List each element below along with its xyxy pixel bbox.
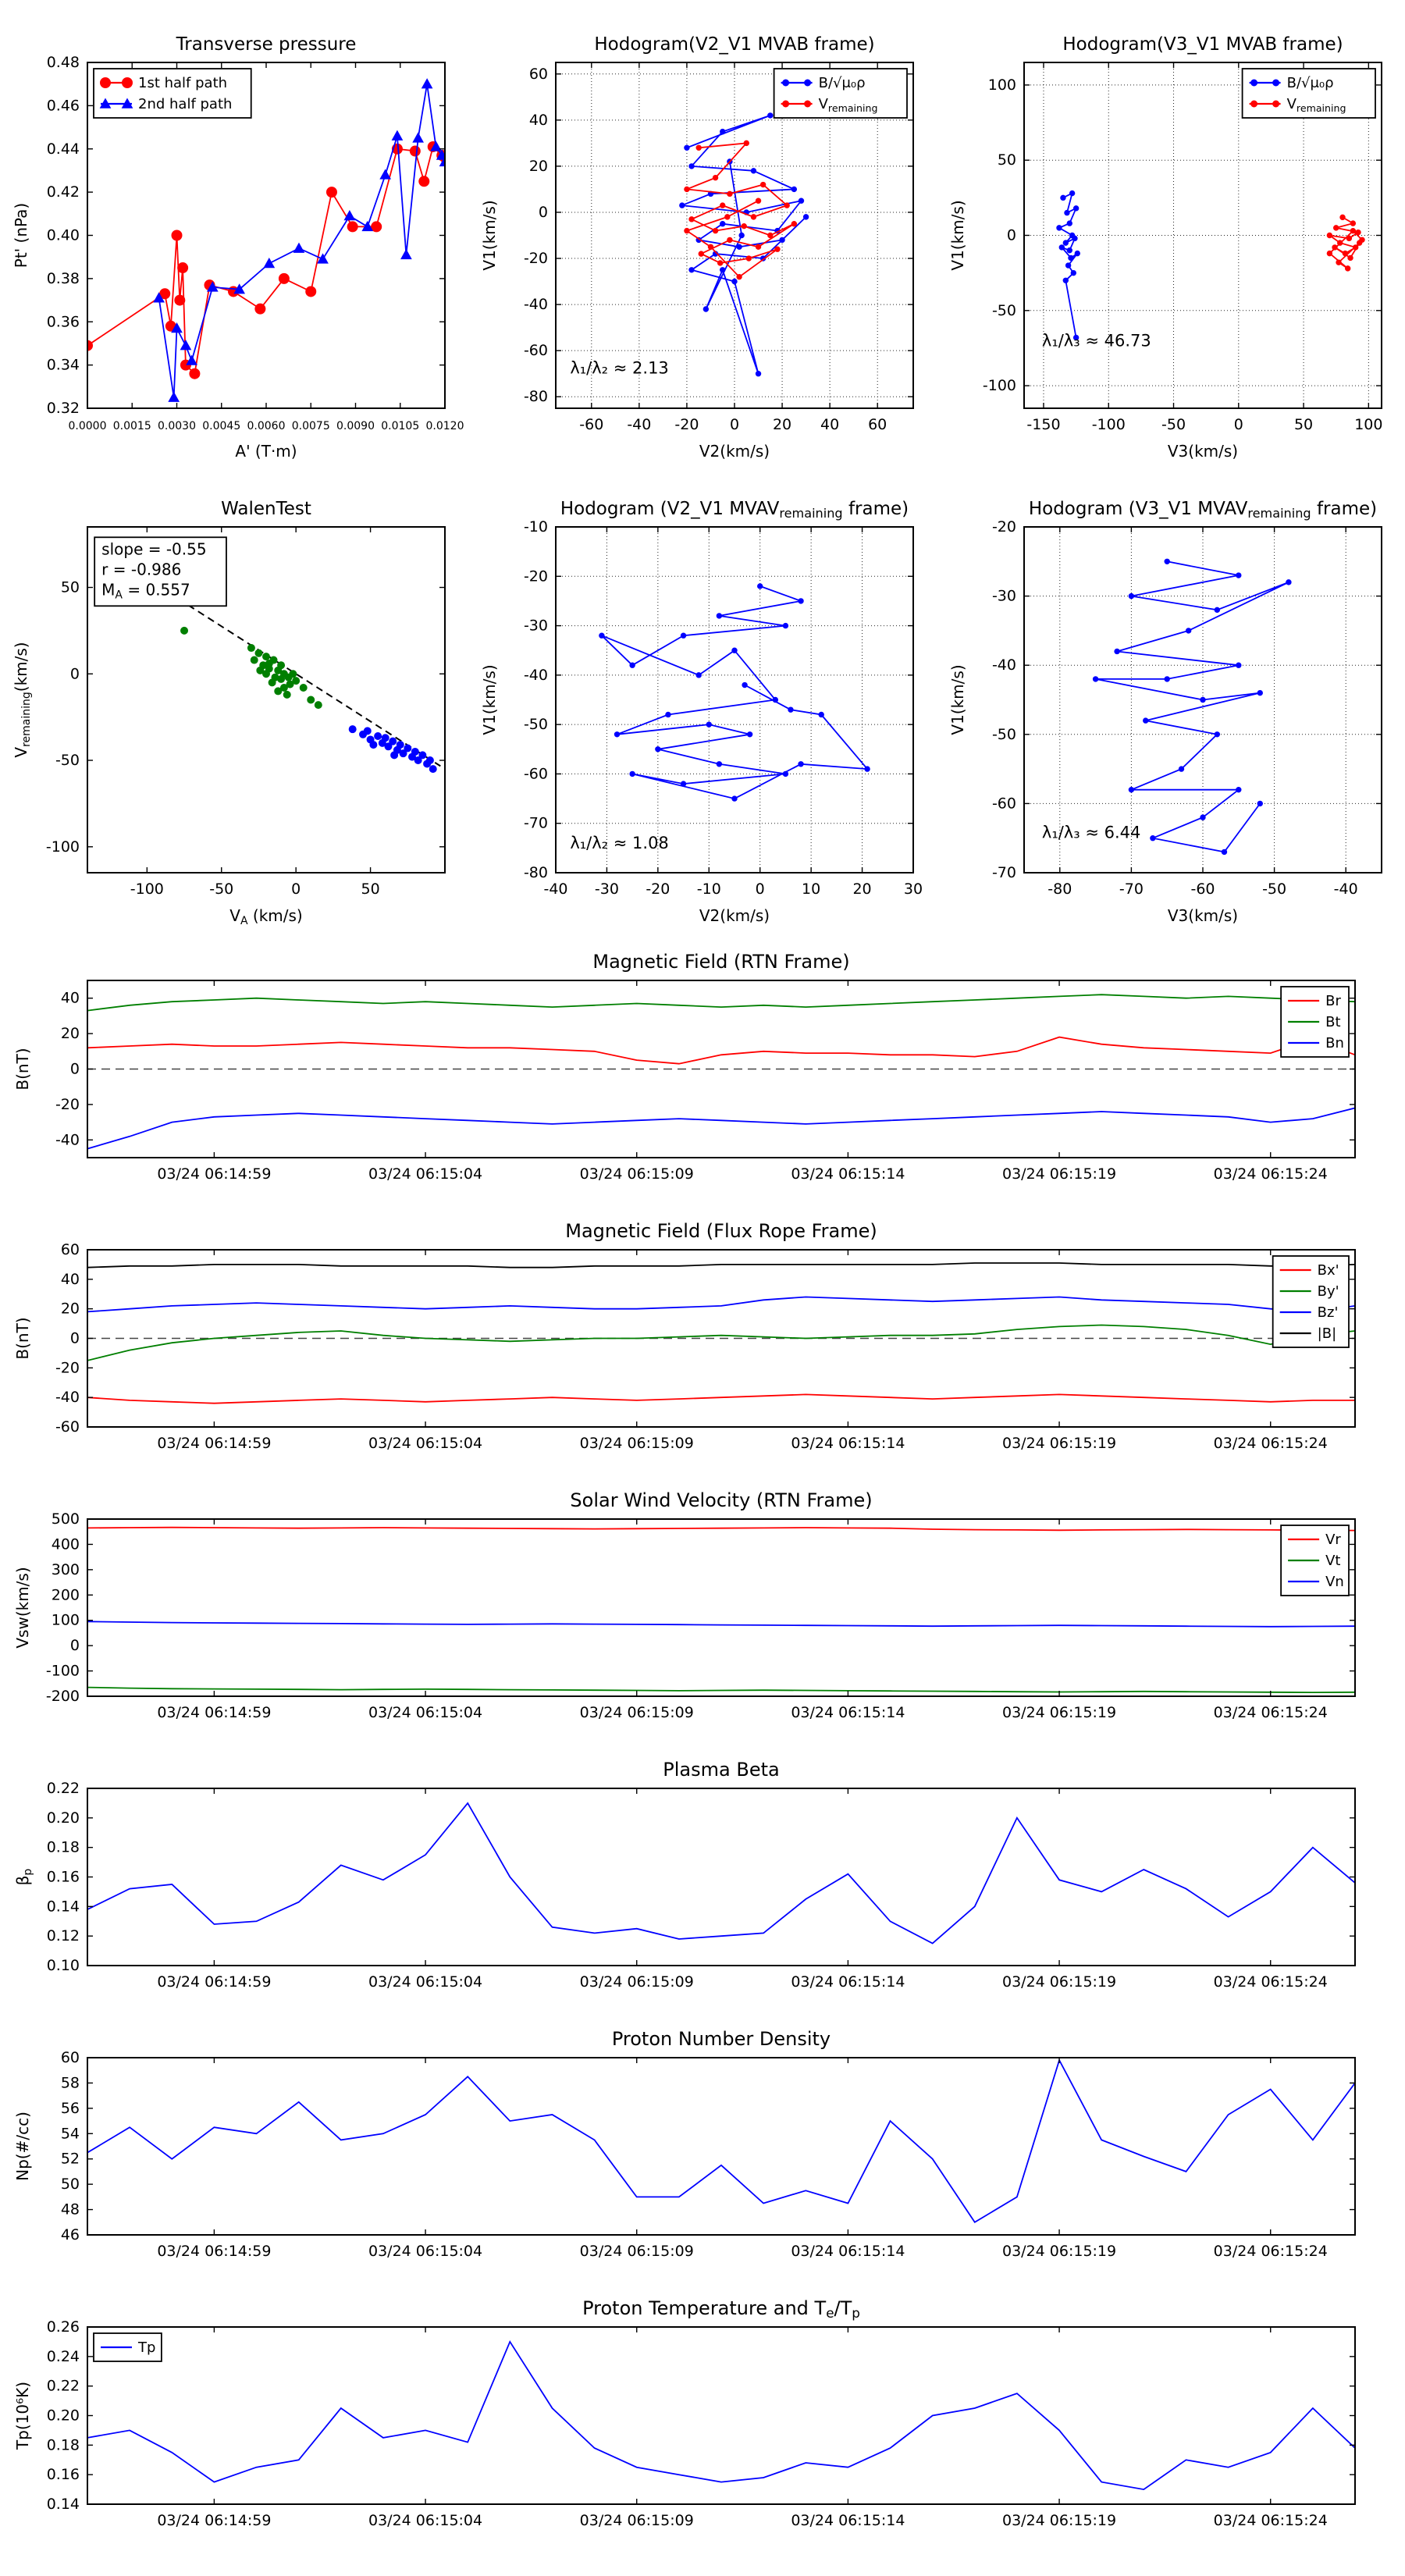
svg-text:Vt: Vt bbox=[1325, 1553, 1341, 1569]
svg-text:0: 0 bbox=[729, 416, 740, 433]
svg-text:03/24 06:15:04: 03/24 06:15:04 bbox=[368, 1973, 483, 1991]
svg-text:Hodogram (V2_V1 MVAVremaining: Hodogram (V2_V1 MVAVremaining frame) bbox=[560, 499, 909, 521]
svg-text:Br: Br bbox=[1325, 993, 1341, 1009]
svg-text:0.18: 0.18 bbox=[46, 2436, 80, 2454]
svg-text:-60: -60 bbox=[523, 342, 548, 360]
svg-text:20: 20 bbox=[60, 1025, 80, 1043]
svg-text:Proton Temperature and Te/Tp: Proton Temperature and Te/Tp bbox=[582, 2297, 860, 2321]
svg-text:03/24 06:15:19: 03/24 06:15:19 bbox=[1001, 1973, 1117, 1991]
svg-text:-30: -30 bbox=[991, 587, 1016, 605]
svg-text:0.34: 0.34 bbox=[46, 356, 80, 374]
svg-text:0: 0 bbox=[69, 665, 80, 683]
svg-text:03/24 06:15:09: 03/24 06:15:09 bbox=[579, 1165, 694, 1183]
svg-text:50: 50 bbox=[60, 578, 80, 596]
svg-text:03/24 06:15:04: 03/24 06:15:04 bbox=[368, 1704, 483, 1721]
svg-text:Solar Wind Velocity (RTN Frame: Solar Wind Velocity (RTN Frame) bbox=[570, 1489, 873, 1511]
svg-text:03/24 06:15:04: 03/24 06:15:04 bbox=[368, 1435, 483, 1452]
svg-text:Vremaining(km/s): $V_{remaining}(km/s)$ bbox=[12, 642, 33, 758]
svg-text:03/24 06:15:14: 03/24 06:15:14 bbox=[791, 1165, 905, 1183]
svg-text:-40: -40 bbox=[55, 1389, 80, 1407]
svg-text:50: 50 bbox=[997, 151, 1016, 169]
svg-text:03/24 06:15:09: 03/24 06:15:09 bbox=[579, 1704, 694, 1721]
svg-text:03/24 06:14:59: 03/24 06:14:59 bbox=[157, 2243, 272, 2260]
svg-text:200: 200 bbox=[51, 1586, 80, 1604]
svg-text:0.22: 0.22 bbox=[46, 2377, 80, 2395]
svg-text:-100: -100 bbox=[1091, 416, 1126, 433]
magnetic-field-flux-rope-panel bbox=[0, 1212, 1405, 1482]
svg-text:0.10: 0.10 bbox=[46, 1957, 80, 1974]
svg-text:V2(km/s): V2(km/s) bbox=[699, 906, 770, 925]
svg-text:03/24 06:15:19: 03/24 06:15:19 bbox=[1001, 1165, 1117, 1183]
svg-text:-50: -50 bbox=[991, 301, 1016, 319]
svg-text:30: 30 bbox=[903, 881, 923, 898]
svg-text:03/24 06:15:24: 03/24 06:15:24 bbox=[1213, 1973, 1328, 1991]
svg-text:-20: -20 bbox=[55, 1095, 80, 1113]
svg-text:Magnetic Field (RTN Frame): Magnetic Field (RTN Frame) bbox=[592, 951, 850, 973]
svg-text:-40: -40 bbox=[991, 656, 1016, 674]
svg-text:0.0000: 0.0000 bbox=[68, 420, 107, 432]
svg-text:0.38: 0.38 bbox=[46, 269, 80, 287]
svg-text:-50: -50 bbox=[1161, 416, 1186, 433]
hodogram-v3v1-mvav-canvas bbox=[937, 479, 1405, 943]
svg-text:0.32: 0.32 bbox=[46, 400, 80, 417]
svg-text:03/24 06:15:09: 03/24 06:15:09 bbox=[579, 2243, 694, 2260]
svg-text:Hodogram(V2_V1 MVAB frame): Hodogram(V2_V1 MVAB frame) bbox=[594, 34, 875, 55]
svg-text:03/24 06:15:24: 03/24 06:15:24 bbox=[1213, 2512, 1328, 2529]
svg-text:03/24 06:14:59: 03/24 06:14:59 bbox=[157, 1165, 272, 1183]
hodogram-v3v1-mvav-chart bbox=[937, 479, 1405, 943]
svg-text:52: 52 bbox=[60, 2150, 80, 2168]
svg-text:-50: -50 bbox=[1262, 881, 1287, 898]
svg-text:03/24 06:15:24: 03/24 06:15:24 bbox=[1213, 2243, 1328, 2260]
svg-text:-70: -70 bbox=[523, 814, 548, 832]
svg-text:-20: -20 bbox=[55, 1359, 80, 1377]
svg-text:03/24 06:15:14: 03/24 06:15:14 bbox=[791, 1973, 905, 1991]
svg-text:-60: -60 bbox=[523, 765, 548, 783]
svg-text:-20: -20 bbox=[523, 568, 548, 585]
second-plot-row bbox=[0, 479, 1405, 943]
svg-text:0.46: 0.46 bbox=[46, 97, 80, 115]
svg-text:Hodogram (V3_V1 MVAVremaining: Hodogram (V3_V1 MVAVremaining frame) bbox=[1028, 499, 1378, 521]
hodogram-v2v1-mvav-canvas bbox=[468, 479, 937, 943]
svg-text:03/24 06:15:14: 03/24 06:15:14 bbox=[791, 1435, 905, 1452]
svg-text:-30: -30 bbox=[523, 617, 548, 635]
svg-text:03/24 06:15:24: 03/24 06:15:24 bbox=[1213, 1165, 1328, 1183]
transverse-pressure-chart bbox=[0, 14, 468, 479]
svg-text:46: 46 bbox=[60, 2226, 80, 2243]
hodogram-v3v1-mvab-canvas bbox=[937, 14, 1405, 479]
svg-text:-40: -40 bbox=[627, 416, 652, 433]
svg-text:03/24 06:15:24: 03/24 06:15:24 bbox=[1213, 1435, 1328, 1452]
svg-text:|B|: |B| bbox=[1317, 1325, 1337, 1342]
svg-text:10: 10 bbox=[802, 881, 821, 898]
svg-text:-60: -60 bbox=[55, 1418, 80, 1436]
svg-text:03/24 06:15:04: 03/24 06:15:04 bbox=[368, 2512, 483, 2529]
svg-text:40: 40 bbox=[60, 1270, 80, 1288]
svg-text:Pt' (nPa): Pt' (nPa) bbox=[12, 202, 30, 269]
walen-test-chart bbox=[0, 479, 468, 943]
svg-text:λ₁/λ₂ ≈ 2.13: λ₁/λ₂ ≈ 2.13 bbox=[570, 358, 669, 378]
svg-text:Vsw(km/s): Vsw(km/s) bbox=[13, 1567, 32, 1649]
svg-text:V1(km/s): V1(km/s) bbox=[948, 664, 967, 735]
svg-text:0: 0 bbox=[69, 1060, 80, 1078]
svg-text:-50: -50 bbox=[209, 881, 234, 898]
svg-text:60: 60 bbox=[60, 2049, 80, 2066]
svg-text:0.14: 0.14 bbox=[46, 1898, 80, 1916]
walen-test-canvas bbox=[0, 479, 468, 943]
svg-text:Tp: Tp bbox=[138, 2339, 156, 2356]
svg-text:Plasma Beta: Plasma Beta bbox=[663, 1759, 780, 1781]
svg-text:Proton Number Density: Proton Number Density bbox=[611, 2028, 831, 2050]
svg-text:03/24 06:15:19: 03/24 06:15:19 bbox=[1001, 2512, 1117, 2529]
svg-text:-10: -10 bbox=[523, 518, 548, 535]
svg-text:0.0030: 0.0030 bbox=[158, 420, 196, 432]
svg-text:0: 0 bbox=[1006, 226, 1016, 244]
svg-text:-40: -40 bbox=[523, 296, 548, 314]
svg-text:20: 20 bbox=[60, 1300, 80, 1318]
svg-text:0: 0 bbox=[755, 881, 765, 898]
svg-text:r = -0.986: r = -0.986 bbox=[101, 560, 182, 579]
svg-text:300: 300 bbox=[51, 1560, 80, 1578]
svg-text:λ₁/λ₃ ≈ 6.44: λ₁/λ₃ ≈ 6.44 bbox=[1041, 823, 1141, 842]
svg-text:03/24 06:15:14: 03/24 06:15:14 bbox=[791, 1704, 905, 1721]
svg-text:60: 60 bbox=[528, 65, 548, 83]
svg-text:-20: -20 bbox=[646, 881, 670, 898]
svg-text:VA (km/s): $V_A$ (km/s) bbox=[229, 906, 303, 927]
svg-text:-20: -20 bbox=[991, 518, 1016, 535]
svg-text:-70: -70 bbox=[1119, 881, 1144, 898]
svg-text:B/√μ₀ρ: B/√μ₀ρ bbox=[818, 75, 866, 91]
svg-text:0.14: 0.14 bbox=[46, 2496, 80, 2513]
svg-text:20: 20 bbox=[772, 416, 792, 433]
svg-text:A' (T·m): A' (T·m) bbox=[235, 442, 297, 461]
svg-text:100: 100 bbox=[51, 1611, 80, 1629]
svg-text:-80: -80 bbox=[1048, 881, 1072, 898]
svg-text:-20: -20 bbox=[523, 250, 548, 268]
svg-text:-80: -80 bbox=[523, 864, 548, 881]
svg-text:V2(km/s): V2(km/s) bbox=[699, 442, 770, 461]
svg-text:-80: -80 bbox=[523, 388, 548, 406]
svg-text:0.18: 0.18 bbox=[46, 1838, 80, 1856]
svg-text:0.16: 0.16 bbox=[46, 1868, 80, 1886]
svg-text:By': By' bbox=[1317, 1283, 1339, 1300]
svg-text:-40: -40 bbox=[55, 1131, 80, 1149]
svg-text:Vr: Vr bbox=[1325, 1532, 1341, 1548]
svg-text:-100: -100 bbox=[130, 881, 164, 898]
svg-text:60: 60 bbox=[60, 1241, 80, 1258]
hodogram-v2v1-mvav-chart bbox=[468, 479, 937, 943]
svg-text:400: 400 bbox=[51, 1535, 80, 1553]
svg-text:-100: -100 bbox=[45, 838, 80, 856]
svg-text:2nd half path: 2nd half path bbox=[138, 96, 233, 112]
svg-text:60: 60 bbox=[868, 416, 887, 433]
hodogram-v2v1-mvab-chart bbox=[468, 14, 937, 479]
svg-text:B(nT): B(nT) bbox=[13, 1317, 32, 1360]
transverse-pressure-canvas bbox=[0, 14, 468, 479]
svg-text:0.24: 0.24 bbox=[46, 2347, 80, 2365]
svg-text:0.0090: 0.0090 bbox=[336, 420, 375, 432]
svg-text:03/24 06:15:09: 03/24 06:15:09 bbox=[579, 2512, 694, 2529]
svg-text:V3(km/s): V3(km/s) bbox=[1167, 442, 1239, 461]
svg-text:0.0105: 0.0105 bbox=[381, 420, 420, 432]
solar-wind-velocity-canvas bbox=[0, 1482, 1405, 1751]
svg-text:58: 58 bbox=[60, 2074, 80, 2092]
svg-text:Bx': Bx' bbox=[1317, 1262, 1339, 1279]
svg-text:Bn: Bn bbox=[1325, 1035, 1344, 1051]
svg-text:1st half path: 1st half path bbox=[138, 75, 228, 91]
svg-text:03/24 06:15:24: 03/24 06:15:24 bbox=[1213, 1704, 1328, 1721]
svg-text:Bt: Bt bbox=[1325, 1014, 1341, 1030]
svg-text:0.22: 0.22 bbox=[46, 1780, 80, 1797]
svg-text:-60: -60 bbox=[991, 795, 1016, 813]
svg-text:Vn: Vn bbox=[1325, 1574, 1344, 1590]
proton-temperature-canvas bbox=[0, 2290, 1405, 2559]
svg-text:100: 100 bbox=[1354, 416, 1383, 433]
top-plot-row bbox=[0, 14, 1405, 479]
svg-text:0.0060: 0.0060 bbox=[247, 420, 286, 432]
svg-text:βp: $\beta_p$ bbox=[13, 1868, 34, 1886]
svg-text:03/24 06:15:19: 03/24 06:15:19 bbox=[1001, 2243, 1117, 2260]
svg-text:20: 20 bbox=[852, 881, 872, 898]
svg-text:03/24 06:15:19: 03/24 06:15:19 bbox=[1001, 1435, 1117, 1452]
svg-text:0: 0 bbox=[69, 1329, 80, 1347]
svg-text:50: 50 bbox=[1293, 416, 1314, 433]
svg-text:03/24 06:14:59: 03/24 06:14:59 bbox=[157, 1704, 272, 1721]
proton-temperature-panel bbox=[0, 2290, 1405, 2559]
svg-text:54: 54 bbox=[60, 2125, 80, 2143]
svg-text:0.42: 0.42 bbox=[46, 183, 80, 201]
svg-text:V1(km/s): V1(km/s) bbox=[480, 664, 499, 735]
svg-text:03/24 06:15:04: 03/24 06:15:04 bbox=[368, 1165, 483, 1183]
svg-text:03/24 06:15:14: 03/24 06:15:14 bbox=[791, 2243, 905, 2260]
hodogram-v3v1-mvab-chart bbox=[937, 14, 1405, 479]
svg-text:03/24 06:14:59: 03/24 06:14:59 bbox=[157, 1435, 272, 1452]
svg-text:50: 50 bbox=[361, 881, 380, 898]
svg-text:B(nT): B(nT) bbox=[13, 1048, 32, 1091]
svg-text:-70: -70 bbox=[991, 864, 1016, 881]
svg-text:B/√μ₀ρ: B/√μ₀ρ bbox=[1286, 75, 1334, 91]
svg-text:-50: -50 bbox=[523, 716, 548, 734]
svg-text:50: 50 bbox=[60, 2176, 80, 2194]
hodogram-v2v1-mvab-canvas bbox=[468, 14, 937, 479]
svg-text:0.36: 0.36 bbox=[46, 313, 80, 331]
svg-text:-150: -150 bbox=[1026, 416, 1061, 433]
plasma-beta-canvas bbox=[0, 1751, 1405, 2020]
svg-text:0.12: 0.12 bbox=[46, 1927, 80, 1945]
svg-text:-50: -50 bbox=[55, 752, 80, 770]
svg-text:0.44: 0.44 bbox=[46, 140, 80, 158]
svg-text:Transverse pressure: Transverse pressure bbox=[176, 34, 357, 55]
svg-text:-20: -20 bbox=[674, 416, 699, 433]
svg-text:Np(#/cc): Np(#/cc) bbox=[13, 2112, 32, 2181]
svg-text:WalenTest: WalenTest bbox=[221, 499, 311, 519]
svg-text:-60: -60 bbox=[579, 416, 604, 433]
svg-text:100: 100 bbox=[987, 76, 1016, 94]
svg-text:0.0075: 0.0075 bbox=[291, 420, 330, 432]
svg-text:0.20: 0.20 bbox=[46, 1809, 80, 1827]
svg-text:-10: -10 bbox=[696, 881, 721, 898]
solar-wind-velocity-panel bbox=[0, 1482, 1405, 1751]
svg-text:Tp(10⁶K): Tp(10⁶K) bbox=[13, 2381, 32, 2450]
svg-text:40: 40 bbox=[528, 111, 548, 129]
svg-text:0.40: 0.40 bbox=[46, 226, 80, 244]
svg-text:03/24 06:15:14: 03/24 06:15:14 bbox=[791, 2512, 905, 2529]
svg-text:0: 0 bbox=[1233, 416, 1243, 433]
svg-text:0: 0 bbox=[538, 203, 548, 221]
svg-text:40: 40 bbox=[820, 416, 840, 433]
svg-text:500: 500 bbox=[51, 1510, 80, 1528]
svg-text:Vremaining: $V_{remaining}$ bbox=[1286, 96, 1346, 114]
svg-text:V1(km/s): V1(km/s) bbox=[480, 200, 499, 271]
svg-text:-100: -100 bbox=[982, 377, 1016, 395]
svg-text:-200: -200 bbox=[45, 1688, 80, 1705]
svg-text:Bz': Bz' bbox=[1317, 1304, 1339, 1321]
magnetic-field-flux-rope-canvas bbox=[0, 1212, 1405, 1482]
svg-text:03/24 06:14:59: 03/24 06:14:59 bbox=[157, 2512, 272, 2529]
svg-text:03/24 06:15:09: 03/24 06:15:09 bbox=[579, 1435, 694, 1452]
magnetic-field-rtn-panel bbox=[0, 943, 1405, 1212]
proton-number-density-panel bbox=[0, 2020, 1405, 2290]
svg-text:Vremaining: $V_{remaining}$ bbox=[818, 96, 878, 114]
svg-text:03/24 06:14:59: 03/24 06:14:59 bbox=[157, 1973, 272, 1991]
svg-text:0.26: 0.26 bbox=[46, 2318, 80, 2336]
svg-text:-40: -40 bbox=[1333, 881, 1358, 898]
magnetic-field-rtn-canvas bbox=[0, 943, 1405, 1212]
svg-text:Magnetic Field (Flux Rope Fram: Magnetic Field (Flux Rope Frame) bbox=[565, 1220, 877, 1242]
svg-text:-40: -40 bbox=[523, 666, 548, 684]
svg-text:0: 0 bbox=[291, 881, 301, 898]
svg-text:-50: -50 bbox=[991, 725, 1016, 743]
svg-text:0: 0 bbox=[69, 1637, 80, 1655]
svg-text:MA = 0.557: $M_A = 0.557$ bbox=[101, 580, 190, 602]
svg-text:0.0045: 0.0045 bbox=[202, 420, 241, 432]
svg-text:0.0015: 0.0015 bbox=[112, 420, 151, 432]
svg-text:0.0120: 0.0120 bbox=[425, 420, 464, 432]
svg-text:-60: -60 bbox=[1190, 881, 1215, 898]
svg-text:-100: -100 bbox=[45, 1662, 80, 1680]
plasma-beta-panel bbox=[0, 1751, 1405, 2020]
svg-text:03/24 06:15:09: 03/24 06:15:09 bbox=[579, 1973, 694, 1991]
svg-text:V1(km/s): V1(km/s) bbox=[948, 200, 967, 271]
svg-text:λ₁/λ₂ ≈ 1.08: λ₁/λ₂ ≈ 1.08 bbox=[570, 833, 669, 852]
svg-text:-30: -30 bbox=[594, 881, 619, 898]
svg-text:03/24 06:15:04: 03/24 06:15:04 bbox=[368, 2243, 483, 2260]
svg-text:-40: -40 bbox=[543, 881, 568, 898]
svg-text:Hodogram(V3_V1 MVAB frame): Hodogram(V3_V1 MVAB frame) bbox=[1062, 34, 1343, 55]
svg-text:λ₁/λ₃ ≈ 46.73: λ₁/λ₃ ≈ 46.73 bbox=[1041, 331, 1151, 350]
svg-text:20: 20 bbox=[528, 157, 548, 175]
svg-text:40: 40 bbox=[60, 989, 80, 1007]
svg-text:0.48: 0.48 bbox=[46, 54, 80, 71]
svg-text:0.16: 0.16 bbox=[46, 2466, 80, 2484]
svg-text:56: 56 bbox=[60, 2099, 80, 2117]
svg-text:48: 48 bbox=[60, 2201, 80, 2218]
svg-text:V3(km/s): V3(km/s) bbox=[1167, 906, 1239, 925]
svg-text:slope = -0.55: slope = -0.55 bbox=[101, 539, 207, 559]
proton-number-density-canvas bbox=[0, 2020, 1405, 2290]
svg-text:0.20: 0.20 bbox=[46, 2407, 80, 2425]
svg-text:03/24 06:15:19: 03/24 06:15:19 bbox=[1001, 1704, 1117, 1721]
